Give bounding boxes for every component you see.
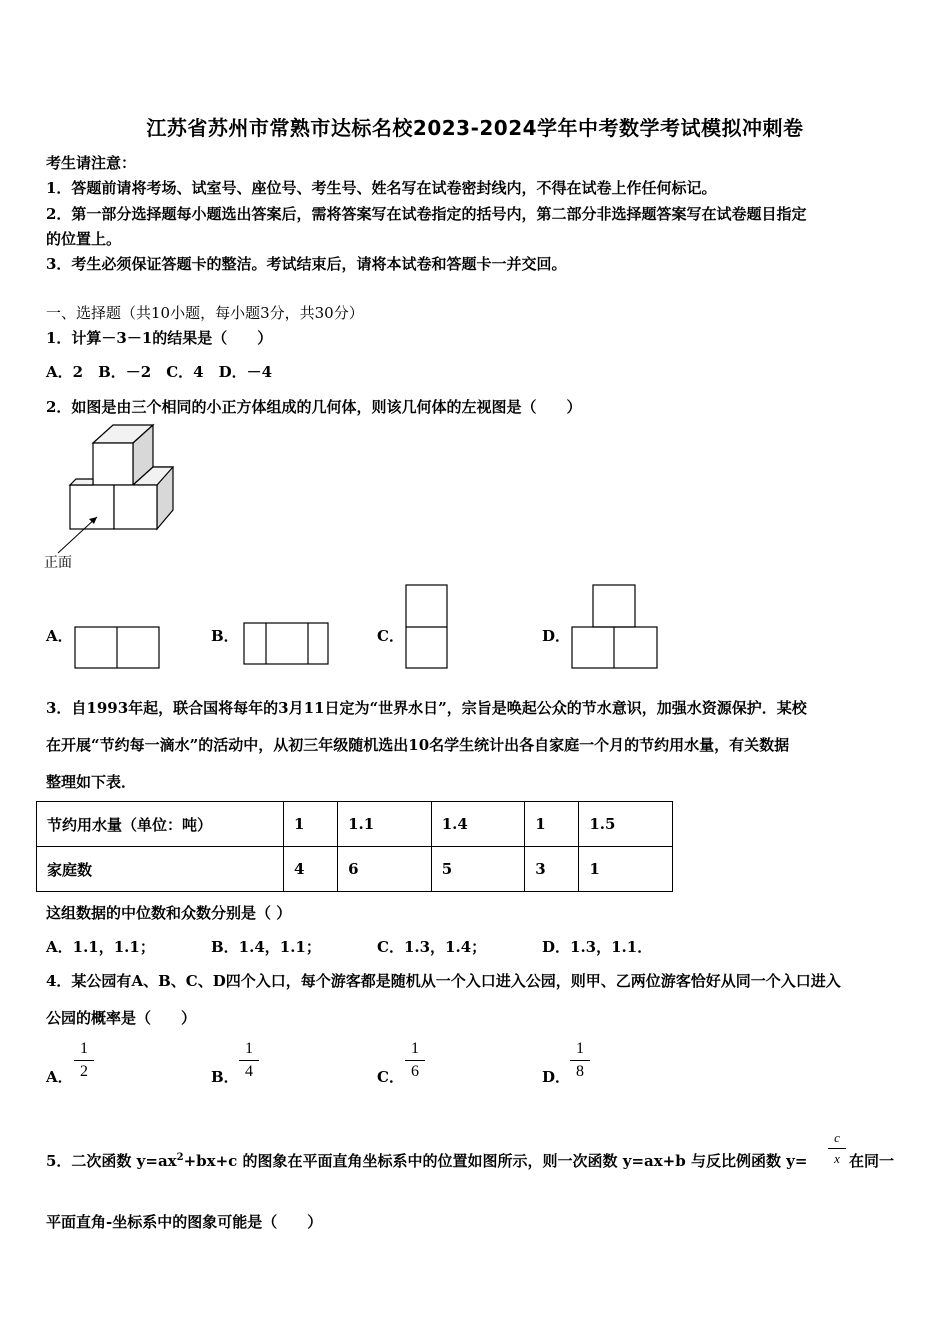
denominator: 4: [245, 1063, 253, 1080]
denominator: 2: [80, 1063, 88, 1080]
denominator: 6: [411, 1063, 419, 1080]
q2-stem: 2．如图是由三个相同的小正方体组成的几何体，则该几何体的左视图是（ ）: [46, 398, 582, 416]
notice-item: 1．答题前请将考场、试室号、座位号、考生号、姓名写在试卷密封线内，不得在试卷上作任何标记。: [46, 179, 717, 197]
q4-option-d-fraction: [570, 1040, 590, 1081]
q5-stem-line2: 平面直角-坐标系中的图象可能是（ ）: [46, 1213, 323, 1231]
water-saving-table: [36, 801, 673, 892]
notice-item: 3．考生必须保证答题卡的整洁。考试结束后，请将本试卷和答题卡一并交回。: [46, 255, 567, 273]
q2-option-c-figure: [405, 584, 449, 670]
q2-option-a-label: A．: [46, 627, 73, 645]
q5-superscript: 2: [176, 1152, 184, 1163]
q4-option-a-fraction: [74, 1040, 94, 1081]
denominator: x: [834, 1151, 840, 1166]
q3-option-c: C．1.3，1.4；: [377, 938, 487, 956]
q5-text-part3: 在同一: [849, 1152, 895, 1170]
table-cell: 6: [338, 847, 432, 892]
q2-option-c-label: C．: [377, 627, 404, 645]
notice-item: 的位置上。: [46, 230, 122, 248]
notice-heading: 考生请注意：: [46, 154, 137, 172]
q4-option-a-label: A．: [46, 1068, 73, 1086]
numerator: 1: [245, 1040, 253, 1057]
table-row: [37, 847, 673, 892]
table-cell: 1: [525, 802, 579, 847]
table-cell: 5: [431, 847, 525, 892]
notice-item: 2．第一部分选择题每小题选出答案后，需将答案写在试卷指定的括号内，第二部分非选择题答案写在试卷题目指定: [46, 205, 807, 223]
page-title: 江苏省苏州市常熟市达标名校2023-2024学年中考数学考试模拟冲刺卷: [146, 116, 804, 140]
q3-option-b: B．1.4，1.1；: [211, 938, 321, 956]
q4-option-b-label: B．: [211, 1068, 239, 1086]
q3-stem-line: 整理如下表．: [46, 773, 137, 791]
q5-text-part2: +bx+c 的图象在平面直角坐标系中的位置如图所示，则一次函数 y=ax+b 与反比例函数 y=: [183, 1152, 808, 1170]
numerator: 1: [411, 1040, 419, 1057]
q2-option-b-figure: [243, 622, 330, 666]
q2-option-d-figure: [571, 584, 659, 670]
table-cell: 家庭数: [37, 847, 284, 892]
q4-option-b-fraction: [239, 1040, 259, 1081]
q3-question: 这组数据的中位数和众数分别是（ ）: [46, 904, 292, 922]
q3-stem-line: 3．自1993年起，联合国将每年的3月11日定为“世界水日”，宗旨是唤起公众的节水意识，加强水资源保护．某校: [46, 699, 807, 717]
numerator: 1: [80, 1040, 88, 1057]
q4-stem-line: 4．某公园有A、B、C、D四个入口，每个游客都是随机从一个入口进入公园，则甲、乙两位游客恰好从同一个入口进入: [46, 972, 841, 990]
table-row: [37, 802, 673, 847]
q3-option-a: A．1.1，1.1；: [46, 938, 155, 956]
denominator: 8: [576, 1063, 584, 1080]
q4-option-c-label: C．: [377, 1068, 404, 1086]
q2-option-d-label: D．: [542, 627, 571, 645]
q4-option-c-fraction: [405, 1040, 425, 1081]
q3-option-d: D．1.3，1.1．: [542, 938, 653, 956]
q5-text-part1: 5．二次函数 y=ax: [46, 1152, 177, 1170]
q1-options: A．2 B．－2 C．4 D．－4: [46, 363, 273, 381]
front-label: 正面: [44, 555, 72, 571]
q3-stem-line: 在开展“节约每一滴水”的活动中，从初三年级随机选出10名学生统计出各自家庭一个月的节约用水量，有关数据: [46, 736, 790, 754]
table-cell: 1.5: [579, 802, 673, 847]
numerator: 1: [576, 1040, 584, 1057]
q5-stem-line1: [46, 1150, 807, 1171]
table-cell: 1.1: [338, 802, 432, 847]
table-cell: 1: [579, 847, 673, 892]
table-cell: 1: [284, 802, 338, 847]
q2-option-a-figure: [74, 626, 160, 670]
table-cell: 4: [284, 847, 338, 892]
q2-option-b-label: B．: [211, 627, 239, 645]
table-cell: 1.4: [431, 802, 525, 847]
table-cell: 3: [525, 847, 579, 892]
q4-stem-line: 公园的概率是（ ）: [46, 1009, 197, 1027]
q1-stem: 1．计算－3－1的结果是（ ）: [46, 329, 273, 347]
table-cell: 节约用水量（单位：吨）: [37, 802, 284, 847]
q4-option-d-label: D．: [542, 1068, 571, 1086]
numerator: c: [834, 1130, 840, 1145]
cube-solid-figure: [40, 420, 190, 540]
section-heading: 一、选择题（共10小题，每小题3分，共30分）: [46, 304, 364, 322]
q5-fraction-c-over-x: [828, 1130, 846, 1167]
